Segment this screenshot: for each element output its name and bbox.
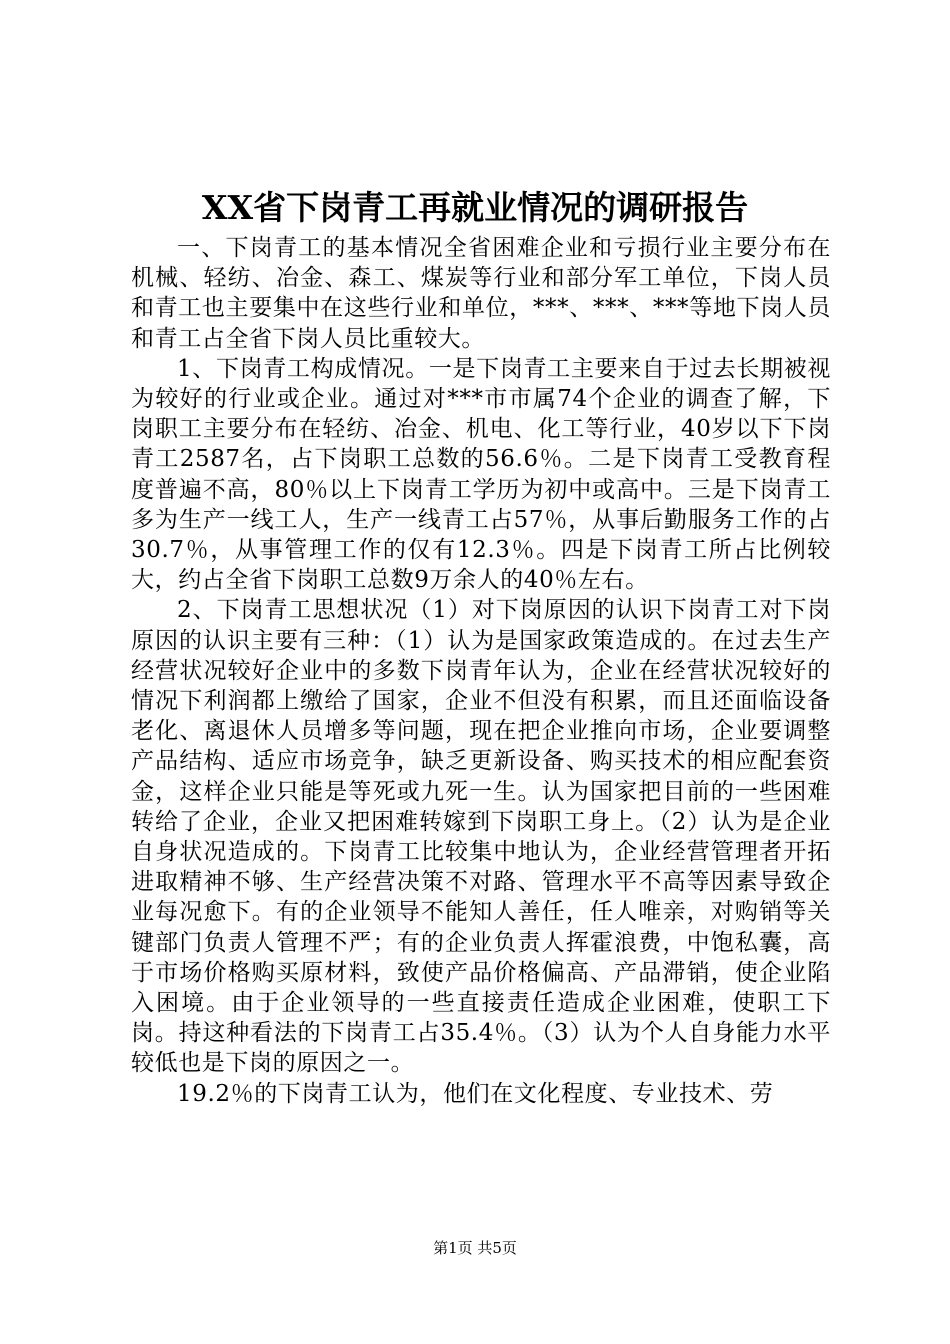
document-body: [131, 233, 831, 1109]
paragraph-continued: 19.2％的下岗青工认为，他们在文化程度、专业技术、劳: [177, 1080, 774, 1107]
paragraph-basic-situation: 一、下岗青工的基本情况全省困难企业和亏损行业主要分布在机械、轻纺、冶金、森工、煤炭等行业和部分军工单位，下岗人员和青工也主要集中在这些行业和单位，***、***、***等地下岗人员和青工占全省下岗人员比重较大。: [131, 235, 831, 352]
paragraph-thinking: 2、下岗青工思想状况（1）对下岗原因的认识下岗青工对下岗原因的认识主要有三种：（1）认为是国家政策造成的。在过去生产经营状况较好企业中的多数下岗青年认为，企业在经营状况较好的情况下利润都上缴给了国家，企业不但没有积累，而且还面临设备老化、离退休人员增多等问题，现在把企业推向市场，企业要调整产品结构、适应市场竞争，缺乏更新设备、购买技术的相应配套资金，这样企业只能是等死或九死一生。认为国家把目前的一些困难转给了企业，企业又把困难转嫁到下岗职工身上。（2）认为是企业自身状况造成的。下岗青工比较集中地认为，企业经营管理者开拓进取精神不够、生产经营决策不对路、管理水平不高等因素导致企业每况愈下。有的企业领导不能知人善任，任人唯亲，对购销等关键部门负责人管理不严；有的企业负责人挥霍浪费，中饱私囊，高于市场价格购买原材料，致使产品价格偏高、产品滞销，使企业陷入困境。由于企业领导的一些直接责任造成企业困难，使职工下岗。持这种看法的下岗青工占35.4％。（3）认为个人自身能力水平较低也是下岗的原因之一。: [131, 597, 831, 1077]
paragraph-composition: 1、下岗青工构成情况。一是下岗青工主要来自于过去长期被视为较好的行业或企业。通过对***市市属74个企业的调查了解，下岗职工主要分布在轻纺、冶金、机电、化工等行业，40岁以下下岗青工2587名，占下岗职工总数的56.6％。二是下岗青工受教育程度普遍不高，80％以上下岗青工学历为初中或高中。三是下岗青工多为生产一线工人，生产一线青工占57％，从事后勤服务工作的占30.7％，从事管理工作的仅有12.3％。四是下岗青工所占比例较大，约占全省下岗职工总数9万余人的40％左右。: [131, 355, 831, 594]
page-footer: 第1页 共5页: [433, 1239, 517, 1257]
document-title: XX省下岗青工再就业情况的调研报告: [201, 188, 749, 227]
